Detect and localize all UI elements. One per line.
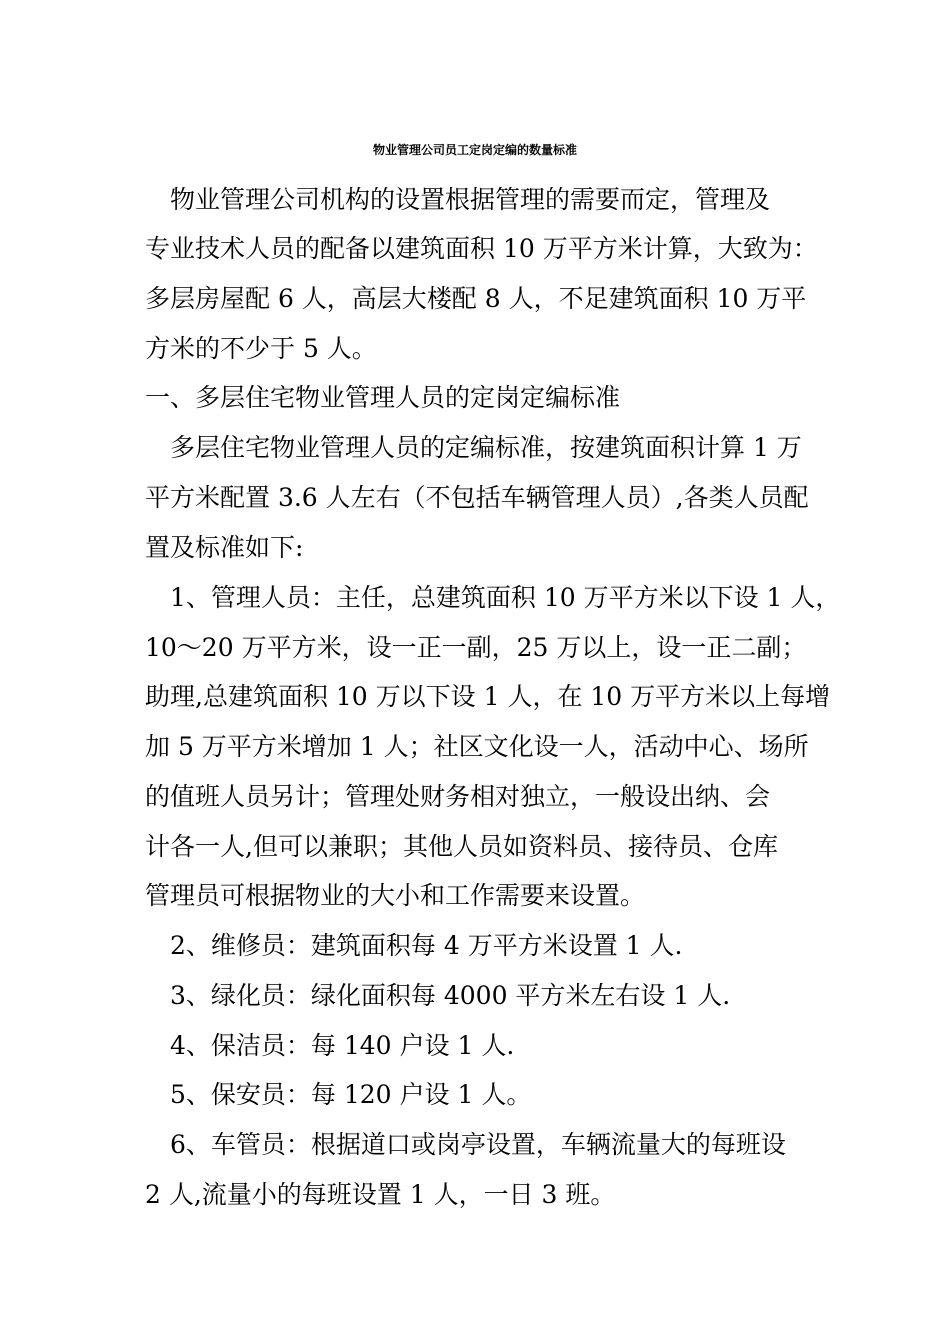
paragraph-line: 10～20 万平方米，设一正一副，25 万以上，设一正二副； [145, 633, 807, 662]
paragraph-line: 加 5 万平方米增加 1 人；社区文化设一人，活动中心、场所 [145, 732, 809, 761]
paragraph-line: 6、车管员：根据道口或岗亭设置，车辆流量大的每班设 [170, 1130, 786, 1159]
paragraph-line: 多层住宅物业管理人员的定编标准，按建筑面积计算 1 万 [170, 433, 802, 462]
paragraph-line: 置及标准如下: [145, 533, 304, 562]
section-heading: 一、多层住宅物业管理人员的定岗定编标准 [145, 383, 621, 412]
document-title: 物业管理公司员工定岗定编的数量标准 [372, 143, 577, 157]
paragraph-line: 管理员可根据物业的大小和工作需要来设置。 [145, 881, 646, 910]
item-3-line: 3、绿化员：绿化面积每 4000 平方米左右设 1 人. [170, 981, 731, 1010]
paragraph-line: 2 人,流量小的每班设置 1 人，一日 3 班。 [145, 1180, 616, 1209]
paragraph-line: 多层房屋配 6 人，高层大楼配 8 人，不足建筑面积 10 万平 [145, 284, 807, 313]
paragraph-line: 平方米配置 3.6 人左右（不包括车辆管理人员）,各类人员配 [145, 483, 809, 512]
item-4-line: 4、保洁员：每 140 户设 1 人. [170, 1031, 515, 1060]
paragraph-line: 物业管理公司机构的设置根据管理的需要而定，管理及 [170, 185, 771, 214]
paragraph-line: 专业技术人员的配备以建筑面积 10 万平方米计算，大致为： [145, 234, 818, 263]
item-2-line: 2、维修员：建筑面积每 4 万平方米设置 1 人. [170, 931, 683, 960]
paragraph-line: 助理,总建筑面积 10 万以下设 1 人，在 10 万平方米以上每增 [145, 682, 831, 711]
paragraph-line: 的值班人员另计；管理处财务相对独立，一般设出纳、会 [145, 782, 771, 811]
paragraph-line: 计各一人,但可以兼职；其他人员如资料员、接待员、仓库 [145, 832, 778, 861]
item-5-line: 5、保安员：每 120 户设 1 人。 [170, 1080, 532, 1109]
paragraph-line: 方米的不少于 5 人。 [145, 334, 377, 363]
paragraph-line: 1、管理人员：主任，总建筑面积 10 万平方米以下设 1 人， [170, 583, 841, 612]
